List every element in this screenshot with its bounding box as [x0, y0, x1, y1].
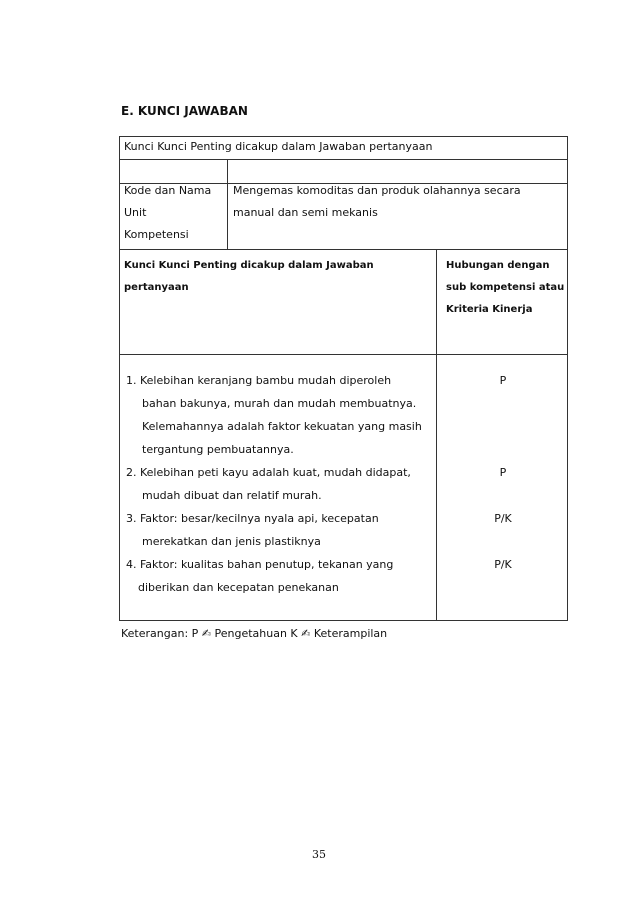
answer-line: diberikan dan kecepatan penekanan: [138, 581, 339, 594]
answer-key-table: [119, 136, 568, 621]
col-header-right-line: Kriteria Kinerja: [446, 304, 533, 315]
row-divider: [120, 159, 567, 160]
page-number: 35: [312, 848, 326, 861]
column-divider: [227, 159, 228, 249]
competency-code: P: [499, 466, 507, 479]
answer-line: tergantung pembuatannya.: [142, 443, 294, 456]
col-header-left-line: Kunci Kunci Penting dicakup dalam Jawaban: [124, 260, 374, 271]
row-divider: [120, 354, 567, 355]
competency-code: P/K: [494, 558, 512, 571]
kode-label-line: Kode dan Nama: [124, 184, 212, 197]
answer-line: 4. Faktor: kualitas bahan penutup, tekanan yang: [126, 558, 394, 571]
answer-line: Kelemahannya adalah faktor kekuatan yang masih: [142, 420, 422, 433]
competency-code: P: [499, 374, 507, 387]
legend-note: Keterangan: P ✍ Pengetahuan K ✍ Keterampilan: [121, 627, 388, 640]
table-title-row: Kunci Kunci Penting dicakup dalam Jawaban pertanyaan: [124, 140, 433, 153]
kode-value-line: Mengemas komoditas dan produk olahannya secara: [233, 184, 521, 197]
row-divider: [120, 249, 567, 250]
answer-line: 2. Kelebihan peti kayu adalah kuat, mudah didapat,: [126, 466, 411, 479]
competency-code: P/K: [494, 512, 512, 525]
answer-line: bahan bakunya, murah dan mudah membuatnya.: [142, 397, 417, 410]
col-header-left-line: pertanyaan: [124, 282, 189, 293]
kode-value-line: manual dan semi mekanis: [233, 206, 378, 219]
col-header-right-line: sub kompetensi atau: [446, 282, 565, 293]
kode-label-line: Unit: [124, 206, 147, 219]
answer-line: 3. Faktor: besar/kecilnya nyala api, kecepatan: [126, 512, 379, 525]
col-header-right-line: Hubungan dengan: [446, 260, 550, 271]
answer-line: 1. Kelebihan keranjang bambu mudah diperoleh: [126, 374, 392, 387]
kode-label-line: Kompetensi: [124, 228, 189, 241]
answer-line: mudah dibuat dan relatif murah.: [142, 489, 322, 502]
section-heading: E. KUNCI JAWABAN: [121, 104, 248, 118]
answer-line: merekatkan dan jenis plastiknya: [142, 535, 321, 548]
